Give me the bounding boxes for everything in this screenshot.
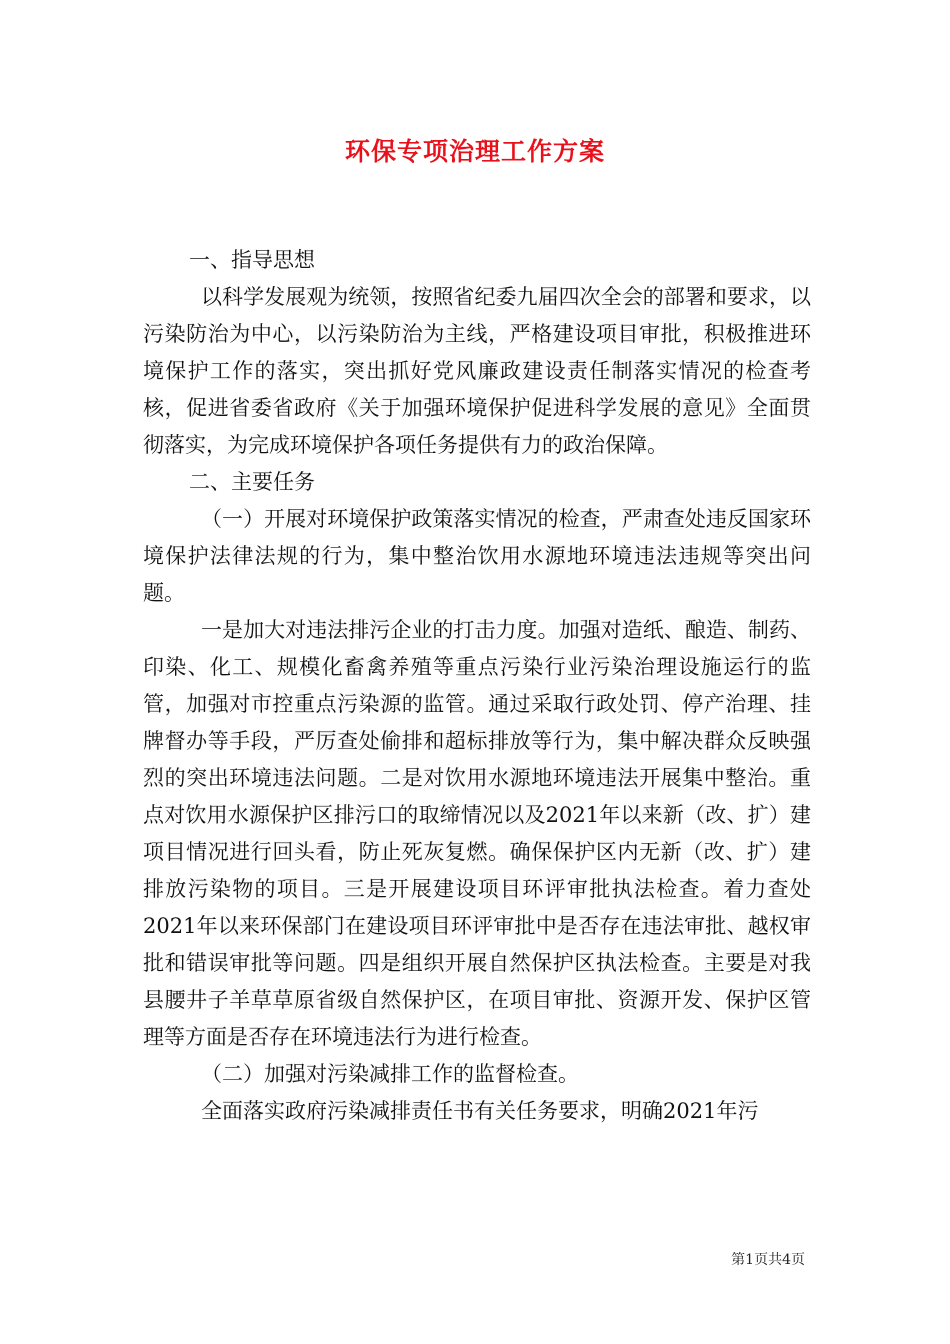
document-body	[143, 242, 811, 1130]
task1-paragraph: （一）开展对环境保护政策落实情况的检查，严肃查处违反国家环境保护法律法规的行为，集中整治饮用水源地环境违法违规等突出问题。	[143, 507, 811, 605]
task2-paragraph: 全面落实政府污染减排责任书有关任务要求，明确2021年污	[201, 1099, 759, 1123]
task2-heading: （二）加强对污染减排工作的监督检查。	[201, 1062, 579, 1086]
page-number: 第1页共4页	[731, 1252, 805, 1268]
task1-detail-paragraph: 一是加大对违法排污企业的打击力度。加强对造纸、酿造、制药、印染、化工、规模化畜禽养殖等重点污染行业污染治理设施运行的监管，加强对市控重点污染源的监管。通过采取行政处罚、停产治理、挂牌督办等手段，严厉查处偷排和超标排放等行为，集中解决群众反映强烈的突出环境违法问题。二是对饮用水源地环境违法开展集中整治。重点对饮用水源保护区排污口的取缔情况以及2021年以来新（改、扩）建项目情况进行回头看，防止死灰复燃。确保保护区内无新（改、扩）建排放污染物的项目。三是开展建设项目环评审批执法检查。着力查处2021年以来环保部门在建设项目环评审批中是否存在违法审批、越权审批和错误审批等问题。四是组织开展自然保护区执法检查。主要是对我县腰井子羊草草原省级自然保护区，在项目审批、资源开发、保护区管理等方面是否存在环境违法行为进行检查。	[143, 618, 811, 1049]
section2-heading: 二、主要任务	[189, 470, 315, 494]
section1-paragraph: 以科学发展观为统领，按照省纪委九届四次全会的部署和要求，以污染防治为中心，以污染防治为主线，严格建设项目审批，积极推进环境保护工作的落实，突出抓好党风廉政建设责任制落实情况的检查考核，促进省委省政府《关于加强环境保护促进科学发展的意见》全面贯彻落实，为完成环境保护各项任务提供有力的政治保障。	[143, 285, 811, 457]
document-title: 环保专项治理工作方案	[344, 137, 605, 166]
section1-heading: 一、指导思想	[189, 248, 315, 272]
